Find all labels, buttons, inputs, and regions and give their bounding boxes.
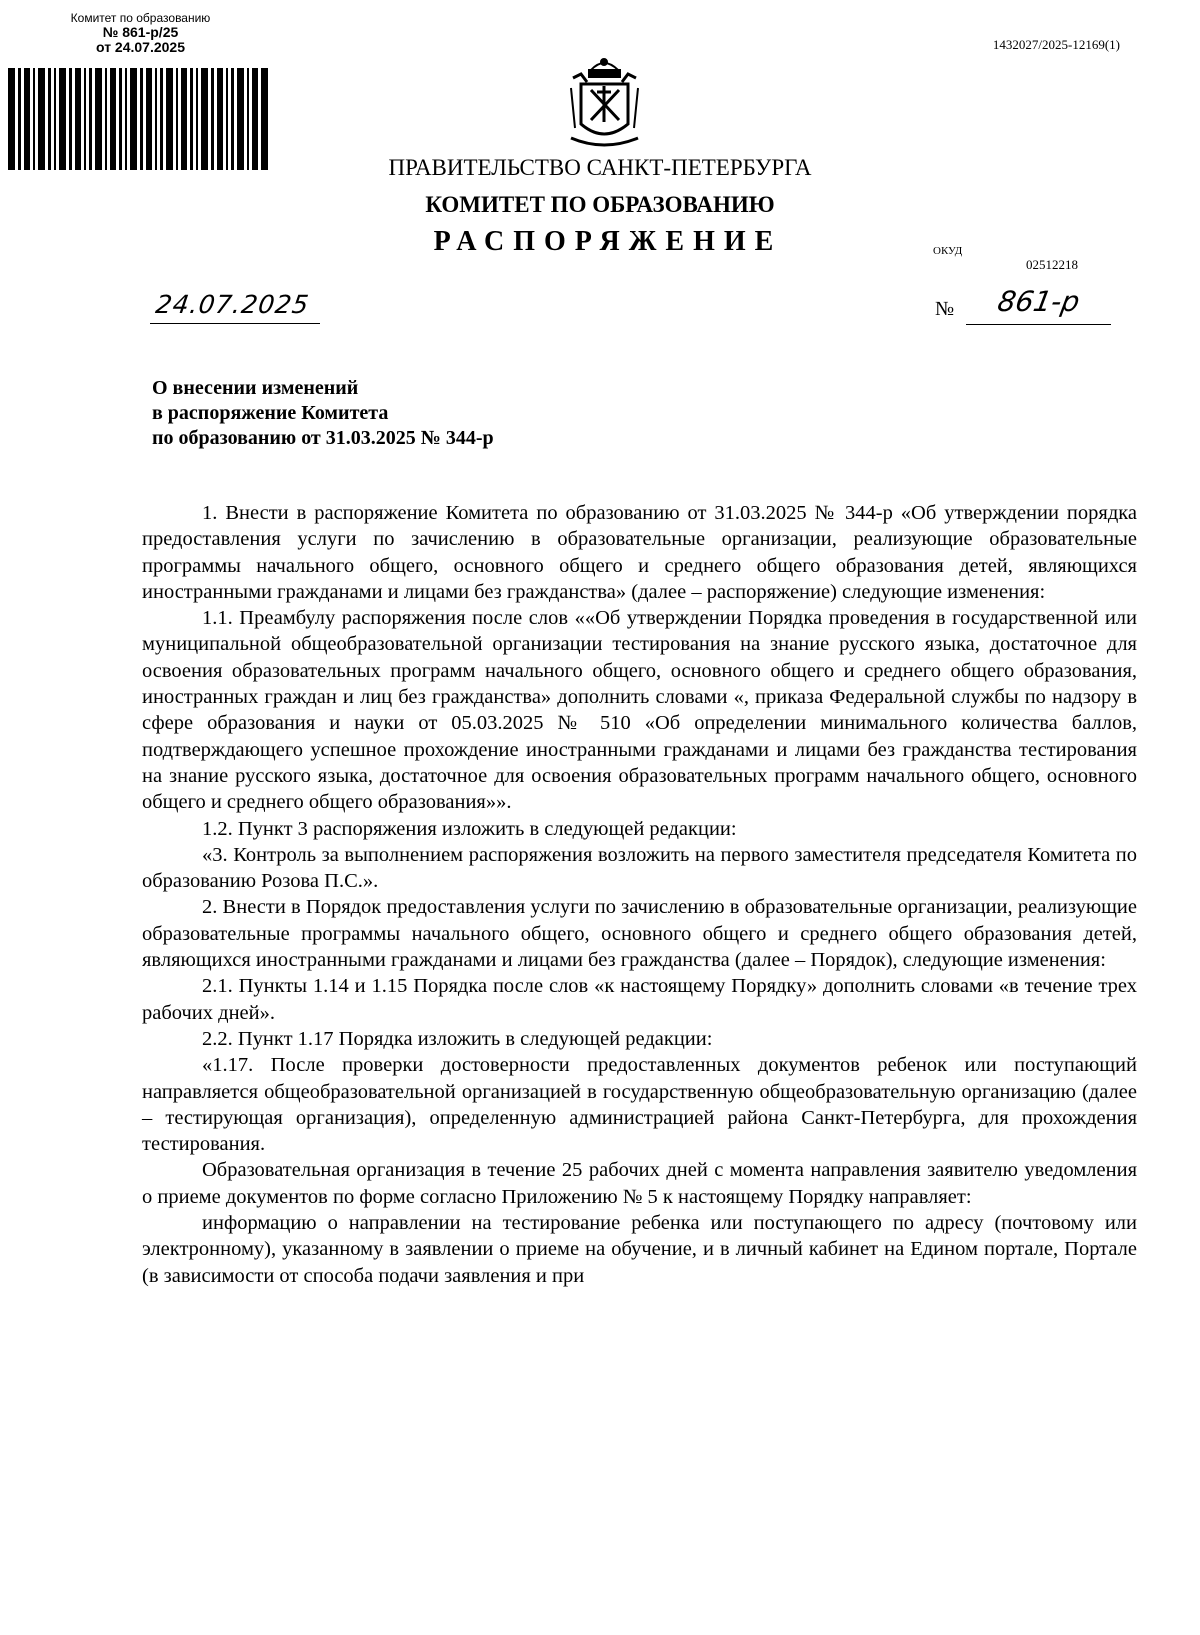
okud-code: 02512218: [1026, 257, 1078, 272]
okud-label: ОКУД: [933, 245, 963, 257]
registration-stamp: [18, 12, 263, 55]
registration-id: 1432027/2025-12169(1): [992, 37, 1120, 52]
subject-line: О внесении изменений: [152, 377, 359, 399]
paragraph: 2.1. Пункты 1.14 и 1.15 Порядка после слов «к настоящему Порядку» дополнить словами «в течение трех рабочих дней».: [142, 975, 1137, 1024]
paragraph: 2. Внести в Порядок предоставления услуги по зачислению в образовательные организации, реализующие образовательные программы начального общего, основного общего и среднего общего образования детей, являющихся иностранными гражданами и лицами без гражданства (далее – Порядок), следующие изменения:: [142, 896, 1137, 972]
order-number: 861-р: [995, 285, 1083, 318]
subject-block: [152, 376, 494, 451]
paragraph: информацию о направлении на тестирование ребенка или поступающего по адресу (почтовому или электронному), указанному в заявлении о приеме на обучение, и в личный кабинет на Едином портале, Портале (в зависимости от способа подачи заявления и при: [142, 1212, 1137, 1287]
subject-line: по образованию от 31.03.2025 № 344-р: [152, 427, 494, 449]
number-sign: №: [935, 298, 955, 320]
paragraph: «3. Контроль за выполнением распоряжения возложить на первого заместителя председателя Комитета по образованию Розова П.С.».: [142, 843, 1137, 893]
government-title: ПРАВИТЕЛЬСТВО САНКТ-ПЕТЕРБУРГА: [388, 155, 812, 180]
saint-petersburg-coat-of-arms-icon: [567, 58, 642, 150]
paragraph: 2.2. Пункт 1.17 Порядка изложить в следующей редакции:: [202, 1027, 713, 1050]
paragraph: «1.17. После проверки достоверности предоставленных документов ребенок или поступающий направляется общеобразовательной организацией в государственную общеобразовательную организацию (далее – тестирующая организация), определенную администрацией района Санкт-Петербурга, для прохождения тестирования.: [142, 1054, 1137, 1156]
stamp-org: Комитет по образованию: [70, 11, 211, 25]
stamp-number: № 861-р/25: [102, 24, 179, 40]
document-body: [142, 500, 1137, 1289]
signed-date: 24.07.2025: [153, 290, 312, 319]
committee-title: КОМИТЕТ ПО ОБРАЗОВАНИЮ: [425, 192, 775, 217]
paragraph: 1. Внести в распоряжение Комитета по образованию от 31.03.2025 № 344-р «Об утверждении порядка предоставления услуги по зачислению в образовательные организации, реализующие образовательные программы начального общего, основного общего и среднего общего образования детей, являющихся иностранными гражданами и лицами без гражданства» (далее – распоряжение) следующие изменения:: [142, 502, 1137, 603]
paragraph: 1.2. Пункт 3 распоряжения изложить в следующей редакции:: [202, 817, 737, 840]
document-type: РАСПОРЯЖЕНИЕ: [433, 226, 783, 257]
stamp-date: от 24.07.2025: [95, 39, 186, 55]
paragraph: Образовательная организация в течение 25 рабочих дней с момента направления заявителю уведомления о приеме документов по форме согласно Приложению № 5 к настоящему Порядку направляет:: [142, 1159, 1137, 1208]
subject-line: в распоряжение Комитета: [152, 402, 389, 424]
paragraph: 1.1. Преамбулу распоряжения после слов ««Об утверждении Порядка проведения в государственной или муниципальной общеобразовательной организации тестирования на знание русского языка, достаточное для освоения образовательных программ начального общего, основного общего и среднего общего образования, иностранных граждан и лиц без гражданства» дополнить словами «, приказа Федеральной службы по надзору в сфере образования и науки от 05.03.2025 № 510 «Об определении минимального количества баллов, подтверждающего успешное прохождение иностранными гражданами и лицами без гражданства тестирования на знание русского языка, достаточное для освоения образовательных программ начального общего, основного общего и среднего общего образования»».: [142, 607, 1137, 814]
